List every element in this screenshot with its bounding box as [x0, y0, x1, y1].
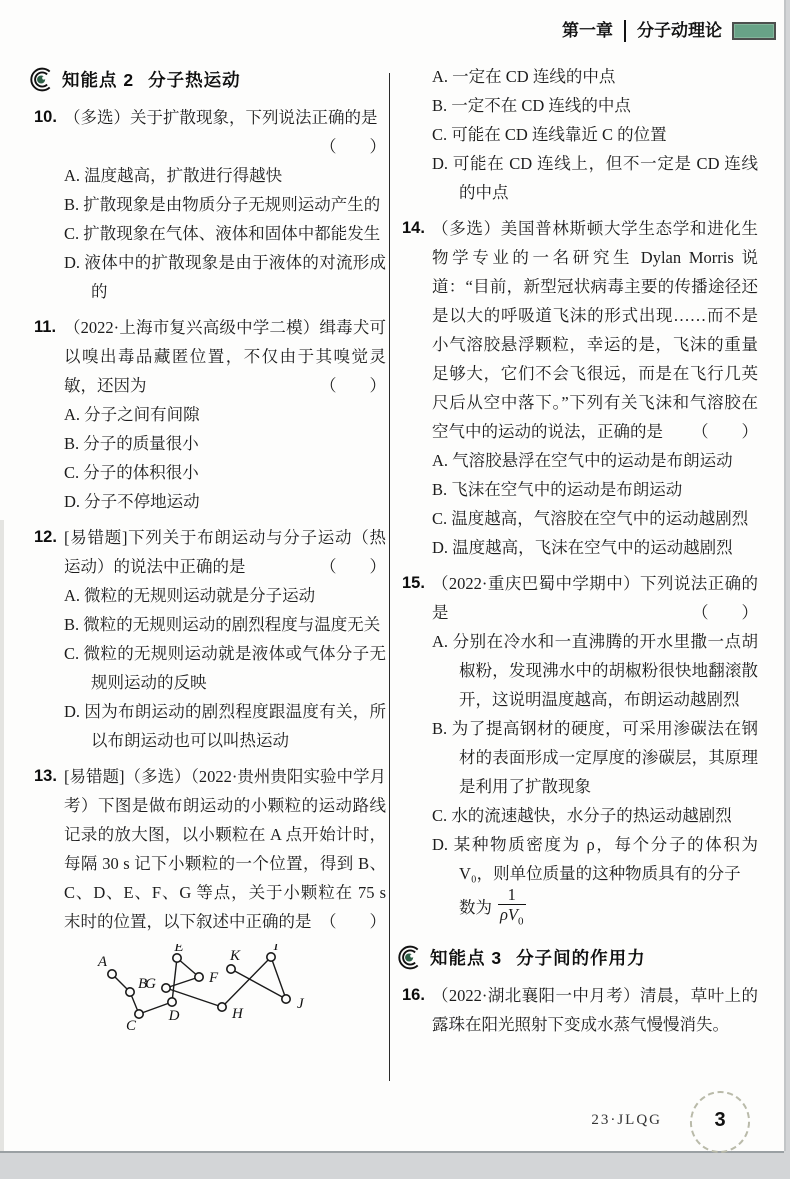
option-d: D. 分子不停地运动 [64, 492, 200, 511]
option-c: C. 水的流速越快，水分子的热运动越剧烈 [432, 806, 732, 825]
option-a: A. 气溶胶悬浮在空气中的运动是布朗运动 [432, 451, 733, 470]
answer-bracket: （ ） [320, 376, 386, 395]
fraction-denominator [498, 905, 526, 928]
point-label: G [145, 976, 156, 992]
point-label: C [125, 1018, 136, 1034]
option-b: B. 分子的质量很小 [64, 434, 199, 453]
question-14 [402, 214, 758, 562]
position-point [267, 953, 275, 961]
question-12 [34, 523, 386, 755]
question-10 [34, 103, 386, 306]
option-d: D. 某种物质密度为 ρ，每个分子的体积为 V₀，则单位质量的这种物质具有的分子 [432, 835, 758, 883]
option-b: B. 一定不在 CD 连线的中点 [432, 96, 631, 115]
footer-book-code: 23·JLQG [591, 1111, 662, 1128]
dashed-circle-mark [683, 1085, 756, 1160]
point-label: K [229, 948, 241, 964]
page-number: 3 [714, 1109, 726, 1131]
page-header [562, 20, 776, 42]
denominator-subscript: 0 [518, 915, 524, 928]
point-label: E [174, 944, 184, 955]
question-number: 10. [34, 108, 57, 126]
position-point [168, 998, 176, 1006]
question-body [432, 981, 758, 1039]
question-13 [34, 762, 386, 936]
option-c: C. 分子的体积很小 [64, 463, 199, 482]
stem-text: （多选）美国普林斯顿大学生态学和进化生物学专业的一名研究生 Dylan Morris 说道：“目前，新型冠状病毒主要的传播途径还是以大的呼吸道飞沫的形式出现……而不是小气溶胶悬浮颗粒，幸运的是，飞沫的重量足够大，它们不会飞很远，而是在飞行几英尺后从空中落下。”下列有关飞沫和气溶胶在空气中的运动的说法，正确的是 [432, 219, 758, 441]
point-label: A [97, 954, 107, 970]
option-c: C. 可能在 CD 连线靠近 C 的位置 [432, 125, 667, 144]
scan-edge-artifact [0, 520, 4, 1151]
position-point [135, 1010, 143, 1018]
page-footer [591, 1106, 740, 1134]
option-a: A. 温度越高，扩散进行得越快 [64, 166, 283, 185]
point-label: B [138, 976, 148, 992]
option-b: B. 扩散现象是由物质分子无规则运动产生的 [64, 195, 381, 214]
option-a: A. 分子之间有间隙 [64, 405, 200, 424]
option-a: A. 分别在冷水和一直沸腾的开水里撒一点胡椒粉，发现沸水中的胡椒粉很快地翻滚散开，这说明温度越高，布朗运动越剧烈 [432, 632, 758, 709]
question-15 [402, 569, 758, 930]
header-divider-bar [624, 20, 626, 42]
question-body [432, 569, 758, 930]
path-segment [231, 969, 286, 999]
section-title: 分子间的作用力 [516, 947, 646, 968]
position-point [108, 970, 116, 978]
position-point [218, 1003, 226, 1011]
option-c: C. 温度越高，气溶胶在空气中的运动越剧烈 [432, 509, 749, 528]
path-segment [172, 958, 177, 1002]
option-b: B. 微粒的无规则运动的剧烈程度与温度无关 [64, 615, 381, 634]
question-number: 12. [34, 528, 57, 546]
question-number: 13. [34, 767, 57, 785]
fraction-1-over-rho-v0 [498, 886, 526, 928]
option-b: B. 飞沫在空气中的运动是布朗运动 [432, 480, 683, 499]
chapter-title: 分子动理论 [637, 21, 722, 40]
question-body [432, 62, 758, 207]
denominator-text: ρV [500, 905, 518, 925]
point-label: J [297, 996, 304, 1012]
answer-bracket: （ ） [320, 557, 386, 576]
chapter-label: 第一章 [562, 21, 613, 40]
position-point [195, 973, 203, 981]
concentric-rings-icon [28, 66, 55, 93]
position-point [227, 965, 235, 973]
question-stem [432, 569, 758, 627]
question-body [64, 762, 386, 936]
point-label: F [209, 970, 219, 986]
section-knowledge-point-3 [396, 944, 758, 971]
option-c: C. 扩散现象在气体、液体和固体中都能发生 [64, 224, 381, 243]
option-d: D. 温度越高，飞沫在空气中的运动越剧烈 [432, 538, 733, 557]
section-title: 分子热运动 [148, 69, 241, 90]
question-stem [432, 214, 758, 446]
question-16 [402, 981, 758, 1039]
option-b: B. 为了提高钢材的硬度，可采用渗碳法在钢材的表面形成一定厚度的渗碳层，其原理是利用了扩散现象 [432, 719, 758, 796]
question-body [432, 214, 758, 562]
position-point [162, 984, 170, 992]
question-stem [64, 523, 386, 581]
question-stem [64, 762, 386, 936]
page-number-wrap [700, 1106, 740, 1134]
position-point [282, 995, 290, 1003]
question-body [64, 313, 386, 516]
concentric-rings-icon [396, 944, 423, 971]
question-number: 15. [402, 574, 425, 592]
question-stem: （多选）关于扩散现象，下列说法正确的是 [64, 108, 378, 127]
question-body [64, 523, 386, 755]
answer-bracket: （ ） [320, 137, 386, 156]
green-chapter-badge [732, 22, 776, 40]
point-label: D [168, 1008, 180, 1024]
position-point [173, 954, 181, 962]
option-d-fraction-line [432, 885, 758, 930]
path-segment [139, 1002, 172, 1014]
question-13-options [402, 62, 758, 207]
point-label: H [232, 1006, 243, 1022]
section-knowledge-point-2 [28, 66, 386, 93]
path-segment [166, 977, 199, 988]
question-stem [64, 313, 386, 400]
answer-bracket: （ ） [692, 603, 758, 622]
stem-text: （2022·重庆巴蜀中学期中）下列说法正确的是 [432, 574, 758, 622]
option-d: D. 因为布朗运动的剧烈程度跟温度有关，所以布朗运动也可以叫热运动 [64, 702, 386, 750]
position-point [126, 988, 134, 996]
section-label: 知能点 3 [430, 947, 503, 968]
fraction-numerator: 1 [498, 886, 526, 905]
question-body [64, 103, 386, 306]
section-label: 知能点 2 [62, 69, 135, 90]
option-d-suffix: 数为 [459, 897, 492, 917]
stem-text: （2022·上海市复兴高级中学二模）缉毒犬可以嗅出毒品藏匿位置，不仅由于其嗅觉灵敏，还因为 [64, 318, 386, 395]
question-number: 16. [402, 986, 425, 1005]
question-number-spacer [402, 62, 432, 207]
left-column [34, 62, 386, 1045]
option-d: D. 液体中的扩散现象是由于液体的对流形成的 [64, 253, 386, 301]
brownian-diagram-wrap [80, 944, 386, 1045]
option-d: D. 可能在 CD 连线上，但不一定是 CD 连线的中点 [432, 154, 758, 202]
right-column [402, 62, 758, 1046]
answer-bracket: （ ） [692, 422, 758, 441]
brownian-motion-diagram [80, 944, 330, 1040]
question-number: 11. [34, 318, 57, 336]
answer-bracket: （ ） [320, 912, 386, 931]
option-c: C. 微粒的无规则运动就是液体或气体分子无规则运动的反映 [64, 644, 386, 692]
option-a: A. 微粒的无规则运动就是分子运动 [64, 586, 316, 605]
option-a: A. 一定在 CD 连线的中点 [432, 67, 616, 86]
column-divider-line [389, 73, 390, 1081]
stem-text: [易错题]（多选）（2022·贵州贵阳实验中学月考）下图是做布朗运动的小颗粒的运动路线记录的放大图，以小颗粒在 A 点开始计时，每隔 30 s 记下小颗粒的一个位置，得到 B、C、D、E、F、G 等点，关于小颗粒在 75 s 末时的位置，以下叙述中正确的是 [64, 767, 386, 931]
question-stem: （2022·湖北襄阳一中月考）清晨，草叶上的露珠在阳光照射下变成水蒸气慢慢消失。 [432, 986, 758, 1035]
stem-text: [易错题]下列关于布朗运动与分子运动（热运动）的说法中正确的是 [64, 528, 386, 576]
question-number: 14. [402, 219, 425, 237]
point-label: I [273, 944, 279, 954]
question-11 [34, 313, 386, 516]
